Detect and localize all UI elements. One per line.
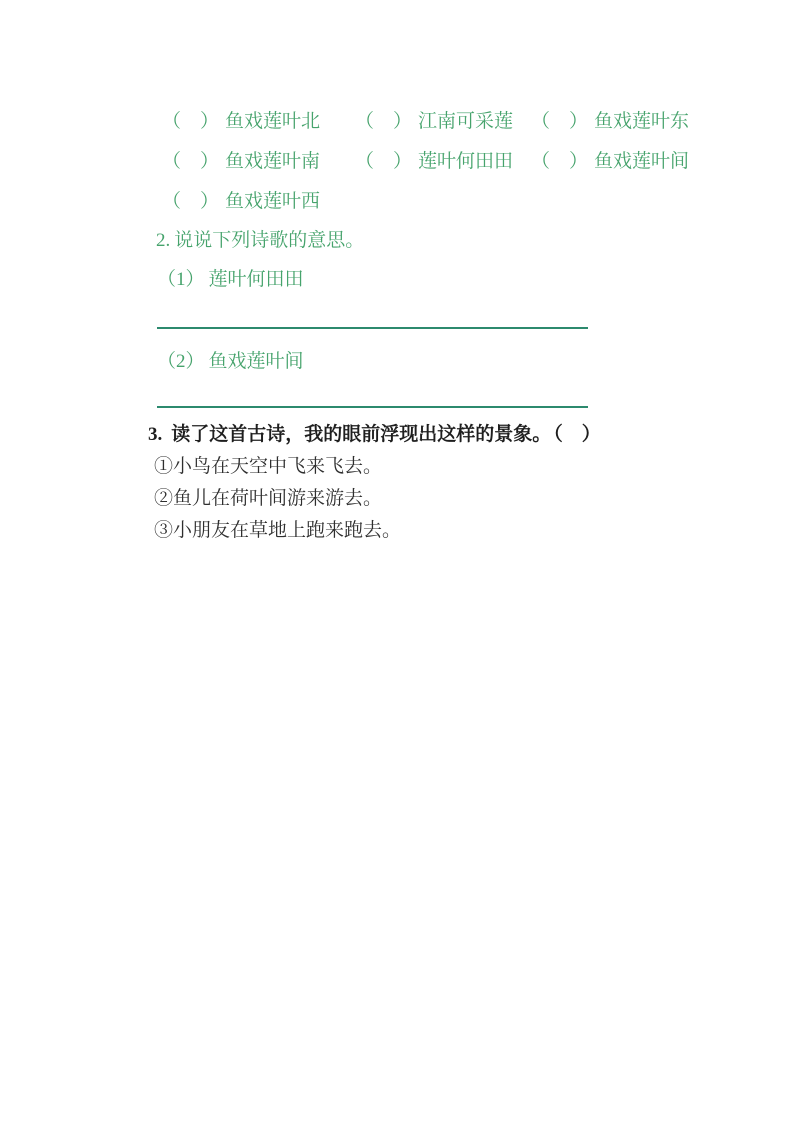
- matching-item: [162, 191, 320, 213]
- option-text: 小朋友在草地上跑来跑去。: [173, 520, 402, 541]
- answer-paren-blank: （ ）: [531, 111, 589, 132]
- answer-paren-blank: （ ）: [162, 151, 220, 172]
- sub-item-text: 莲叶何田田: [208, 269, 304, 290]
- question-2-heading: [156, 230, 364, 252]
- answer-paren-blank: （ ）: [355, 151, 413, 172]
- matching-item: [162, 111, 320, 133]
- question-3-option-1: [154, 456, 382, 478]
- sub-item-label: （1）: [157, 269, 205, 290]
- matching-item: [355, 151, 513, 173]
- verse-text: 鱼戏莲叶间: [594, 151, 690, 172]
- verse-text: 鱼戏莲叶南: [225, 151, 321, 172]
- question-number: 3.: [148, 424, 163, 445]
- question-3-option-2: [154, 488, 382, 510]
- answer-paren-blank: （ ）: [553, 424, 601, 445]
- verse-text: 鱼戏莲叶西: [225, 191, 321, 212]
- answer-paren-blank: （ ）: [355, 111, 413, 132]
- matching-row-1: [0, 111, 793, 133]
- sub-item-text: 鱼戏莲叶间: [208, 351, 304, 372]
- matching-item: [162, 151, 320, 173]
- verse-text: 江南可采莲: [418, 111, 514, 132]
- question-text: 读了这首古诗，我的眼前浮现出这样的景象。: [171, 424, 552, 445]
- option-text: 鱼儿在荷叶间游来游去。: [173, 488, 383, 509]
- option-text: 小鸟在天空中飞来飞去。: [173, 456, 383, 477]
- verse-text: 莲叶何田田: [418, 151, 514, 172]
- question-text: 说说下列诗歌的意思。: [174, 230, 365, 251]
- matching-item: [355, 111, 513, 133]
- sub-item-label: （2）: [157, 351, 205, 372]
- answer-line-2: [157, 406, 588, 408]
- question-number: 2.: [156, 230, 171, 251]
- answer-paren-blank: （ ）: [162, 191, 220, 212]
- option-marker: ①: [154, 456, 174, 477]
- verse-text: 鱼戏莲叶东: [594, 111, 690, 132]
- option-marker: ②: [154, 488, 174, 509]
- question-2-sub-item-2: [157, 351, 304, 373]
- matching-row-3: [0, 191, 793, 213]
- question-3-heading: [148, 424, 601, 446]
- question-2-sub-item-1: [157, 269, 304, 291]
- question-3-option-3: [154, 520, 401, 542]
- answer-paren-blank: （ ）: [531, 151, 589, 172]
- matching-item: [531, 111, 689, 133]
- option-marker: ③: [154, 520, 174, 541]
- matching-row-2: [0, 151, 793, 173]
- matching-item: [531, 151, 689, 173]
- answer-paren-blank: （ ）: [162, 111, 220, 132]
- verse-text: 鱼戏莲叶北: [225, 111, 321, 132]
- answer-line-1: [157, 327, 588, 329]
